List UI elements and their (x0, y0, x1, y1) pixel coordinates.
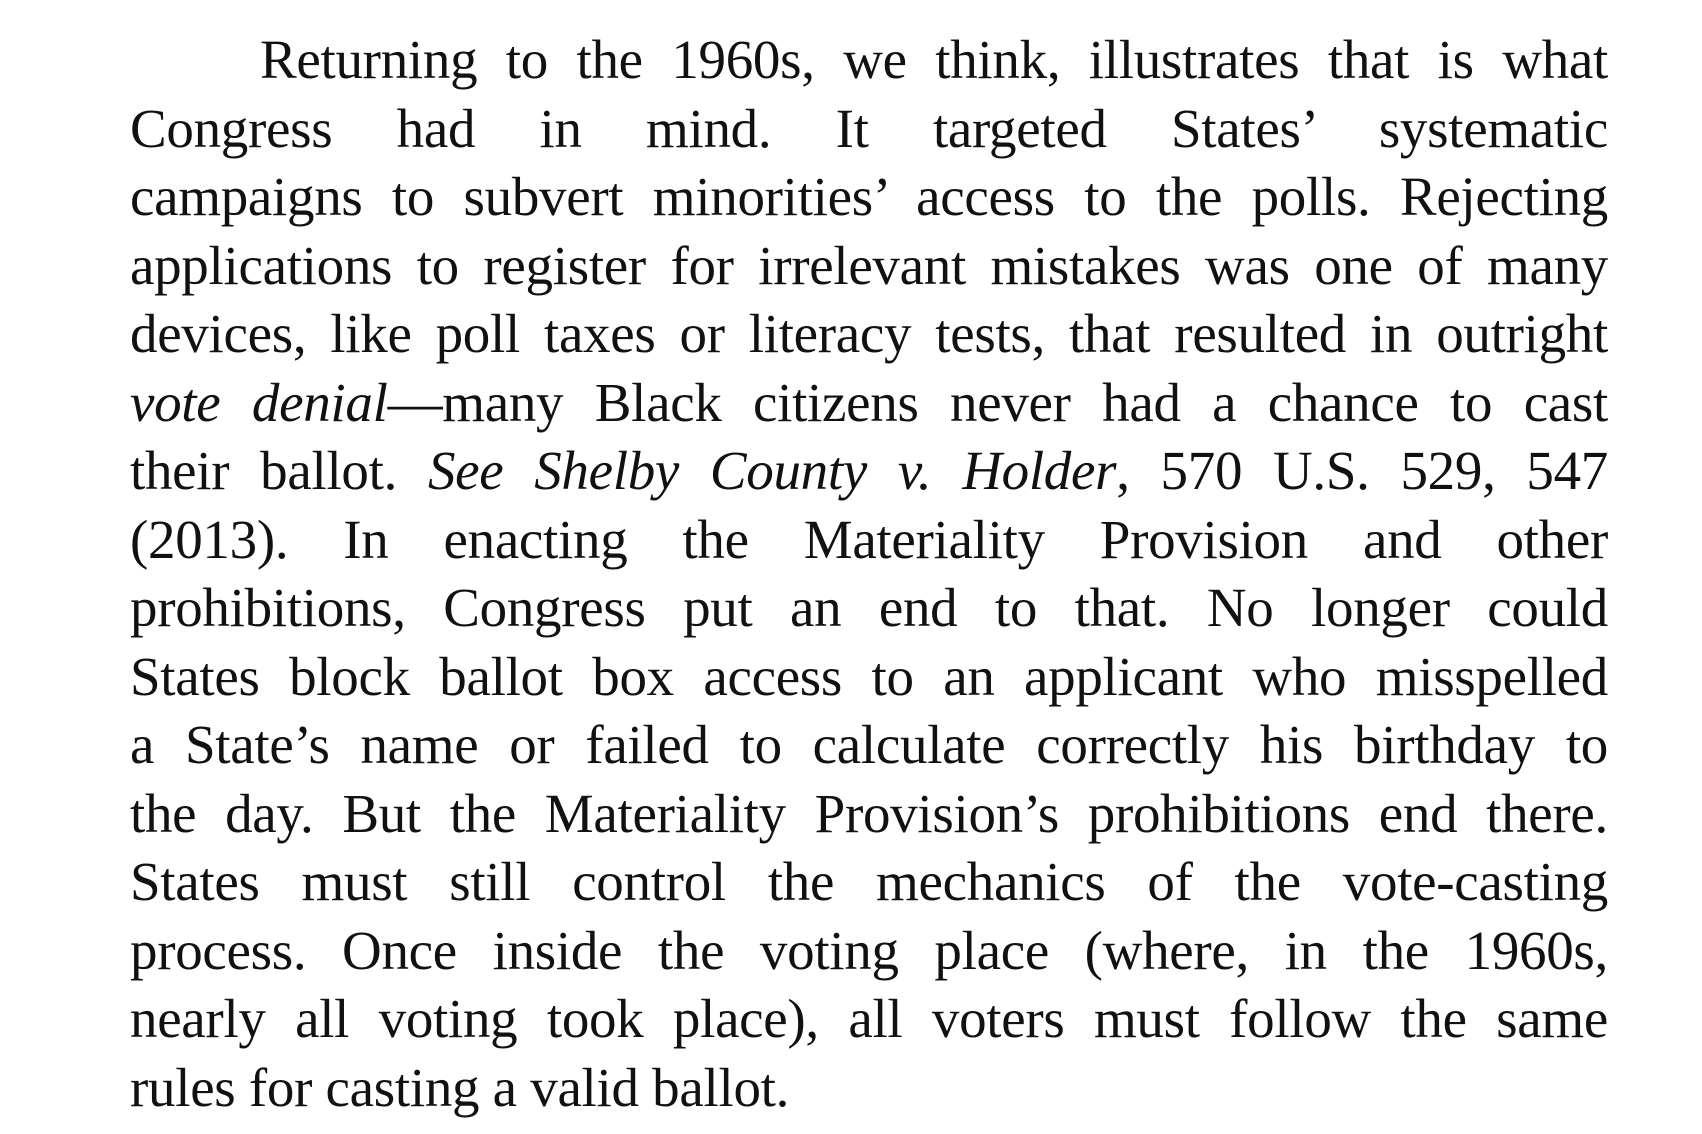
paragraph-line (130, 643, 1608, 712)
italic-text-run: vote denial (130, 371, 388, 433)
paragraph-line (130, 985, 1608, 1054)
text-run: States must still control the mechanics of the vote-casting (130, 851, 1608, 912)
paragraph-line (130, 163, 1608, 232)
paragraph-line (130, 506, 1608, 575)
text-run: Congress had in mind. It targeted States’ systematic (130, 97, 1608, 159)
text-run: devices, like poll taxes or literacy tests, that resulted in outright (130, 303, 1608, 364)
text-run: prohibitions, Congress put an end to that. No longer could (130, 577, 1608, 638)
paragraph-line (130, 369, 1608, 438)
text-run: campaigns to subvert minorities’ access to the polls. Rejecting (130, 166, 1608, 227)
text-run: nearly all voting took place), all voters must follow the same (130, 988, 1608, 1049)
text-run: process. Once inside the voting place (where, in the 1960s, (130, 919, 1608, 981)
text-run: applications to register for irrelevant mistakes was one of many (130, 234, 1608, 296)
text-run: , 570 U.S. 529, 547 (1116, 440, 1609, 501)
text-run: rules for casting a valid ballot. (130, 1056, 790, 1118)
paragraph-line (130, 26, 1608, 95)
text-run: their ballot. (130, 440, 428, 501)
paragraph-line (130, 848, 1608, 917)
text-run: States block ballot box access to an applicant who misspelled (130, 645, 1608, 707)
text-run: (2013). In enacting the Materiality Provision and other (130, 508, 1608, 570)
paragraph-line (130, 1054, 1608, 1123)
body-paragraph (130, 26, 1608, 1122)
italic-text-run: See Shelby County v. Holder (427, 440, 1117, 501)
text-run: Returning to the 1960s, we think, illustrates that is what (260, 29, 1608, 90)
paragraph-line (130, 437, 1608, 506)
paragraph-line (130, 780, 1608, 849)
paragraph-line (130, 95, 1608, 164)
paragraph-line (130, 917, 1608, 986)
text-run: —many Black citizens never had a chance to cast (387, 371, 1609, 433)
text-run: a State’s name or failed to calculate correctly his birthday to (130, 714, 1608, 775)
paragraph-line (130, 232, 1608, 301)
paragraph-line (130, 711, 1608, 780)
paragraph-line (130, 574, 1608, 643)
text-run: the day. But the Materiality Provision’s prohibitions end there. (130, 782, 1608, 844)
paragraph-line (130, 300, 1608, 369)
